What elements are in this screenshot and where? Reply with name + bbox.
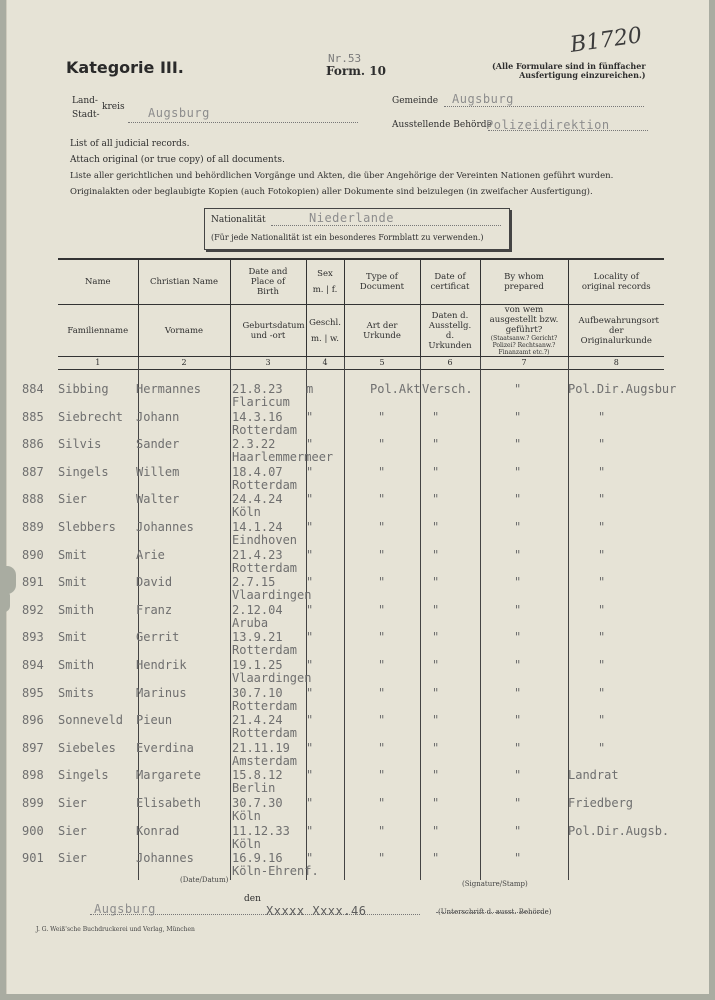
behoerde-label: Ausstellende Behörde <box>392 120 492 130</box>
col-header-birth: Date and Place of Birth <box>230 259 306 305</box>
prepared-by: " <box>514 520 522 534</box>
christian-name: Konrad <box>136 823 180 838</box>
certificate-date: " <box>432 520 440 534</box>
record-locality: Friedberg <box>568 796 634 810</box>
record-locality: " <box>598 713 606 728</box>
birth-date: 2.7.15 <box>232 575 276 590</box>
christian-name: Sander <box>136 437 180 452</box>
col-header-geburtsdatum: Geburtsdatum und -ort <box>230 305 306 357</box>
record-number: 891 <box>22 575 44 590</box>
document-type: " <box>378 740 386 755</box>
record-number: 897 <box>22 740 44 755</box>
birth-place: Vlaardingen <box>232 671 312 685</box>
birth-date: 13.9.21 <box>232 630 283 645</box>
certificate-date: " <box>432 437 440 452</box>
record-locality: " <box>598 492 606 507</box>
certificate-date: " <box>432 492 440 507</box>
prepared-by: " <box>514 602 522 617</box>
nationality-value: Niederlande <box>309 211 394 225</box>
instruction-line: Originalakten oder beglaubigte Kopien (auch Fotokopien) aller Dokumente sind beizulegen (in zweifacher Ausfertigung). <box>70 187 593 197</box>
christian-name: Marinus <box>136 685 187 700</box>
birth-place: Flaricum <box>232 395 290 409</box>
document-type: Pol.Akt <box>370 382 421 396</box>
record-number: 889 <box>22 520 44 534</box>
col-header-art: Art der Urkunde <box>344 305 420 357</box>
torn-edge <box>0 590 10 612</box>
record-locality: Pol.Dir.Augsb. <box>568 823 670 838</box>
certificate-date: " <box>432 602 440 617</box>
col-header-christian-name: Christian Name <box>138 259 230 305</box>
col-header-von-wem-small: (Staatsanw.? Gericht? Polizei? Rechtsanw.? Finanzamt etc.?) <box>490 335 558 356</box>
sex-value: " <box>306 796 314 810</box>
column-rule <box>230 358 231 880</box>
document-type: " <box>378 520 386 534</box>
christian-name: Margarete <box>136 768 202 783</box>
col-header-aufbewahrung: Aufbewahrungsort der Originalurkunde <box>568 305 664 357</box>
prepared-by: " <box>514 409 522 424</box>
signature-caption: (Signature/Stamp) <box>462 880 528 888</box>
nationality-box <box>204 208 510 250</box>
sex-value: " <box>306 437 314 452</box>
christian-name: Gerrit <box>136 630 180 645</box>
prepared-by: " <box>514 685 522 700</box>
col-header-sex-en: Sex <box>317 269 333 279</box>
prepared-by: " <box>514 547 522 562</box>
prepared-by: " <box>514 713 522 728</box>
family-name: Smith <box>58 658 95 672</box>
printer-imprint: J. G. Weiß'sche Buchdruckerei und Verlag, München <box>36 926 195 933</box>
gemeinde-value: Augsburg <box>452 92 514 106</box>
kreis-label: kreis <box>102 102 125 112</box>
family-name: Siebrecht <box>58 409 124 424</box>
birth-place: Rotterdam <box>232 560 298 575</box>
unterschrift-caption: (Unterschrift d. ausst. Behörde) <box>438 908 552 916</box>
certificate-date: " <box>432 575 440 590</box>
family-name: Sonneveld <box>58 713 124 728</box>
birth-date: 2.3.22 <box>232 437 276 452</box>
christian-name: Johannes <box>136 851 194 866</box>
certificate-date: Versch. <box>422 382 473 396</box>
birth-date: 21.11.19 <box>232 740 290 755</box>
document-type: " <box>378 464 386 479</box>
birth-date: 14.1.24 <box>232 520 283 534</box>
col-number: 4 <box>306 357 344 370</box>
birth-place: Aruba <box>232 615 269 630</box>
record-number: 894 <box>22 658 44 672</box>
sex-value: " <box>306 740 314 755</box>
document-type: " <box>378 768 386 783</box>
sex-value: " <box>306 409 314 424</box>
land-label: Land- <box>72 96 98 106</box>
family-name: Smit <box>58 630 87 645</box>
certificate-date: " <box>432 658 440 672</box>
form-label: Form. 10 <box>326 64 386 78</box>
prepared-by: " <box>514 740 522 755</box>
birth-date: 21.4.24 <box>232 713 283 728</box>
certificate-date: " <box>432 547 440 562</box>
sex-value: " <box>306 630 314 645</box>
form-number: Nr.53 <box>328 52 362 65</box>
family-name: Sier <box>58 823 87 838</box>
birth-place: Rotterdam <box>232 643 298 658</box>
family-name: Singels <box>58 768 109 783</box>
sex-value: " <box>306 768 314 783</box>
record-number: 898 <box>22 768 44 783</box>
column-rule <box>344 358 345 880</box>
document-type: " <box>378 796 386 810</box>
certificate-date: " <box>432 713 440 728</box>
sex-value: " <box>306 713 314 728</box>
copies-note <box>492 62 646 80</box>
record-number: 886 <box>22 437 44 452</box>
family-name: Smit <box>58 575 87 590</box>
document-type: " <box>378 492 386 507</box>
certificate-date: " <box>432 823 440 838</box>
sex-value: m <box>306 382 314 396</box>
handwritten-reference: B1720 <box>568 23 644 58</box>
birth-place: Köln <box>232 836 261 851</box>
certificate-date: " <box>432 796 440 810</box>
col-header-document-type: Type of Document <box>344 259 420 305</box>
certificate-date: " <box>432 851 440 866</box>
document-type: " <box>378 547 386 562</box>
certificate-date: " <box>432 685 440 700</box>
document-type: " <box>378 658 386 672</box>
sex-value: " <box>306 547 314 562</box>
col-number: 3 <box>230 357 306 370</box>
certificate-date: " <box>432 409 440 424</box>
birth-place: Vlaardingen <box>232 588 312 603</box>
birth-place: Rotterdam <box>232 477 298 492</box>
birth-date: 30.7.30 <box>232 796 283 810</box>
copies-note-line1: (Alle Formulare sind in fünffacher <box>492 61 646 71</box>
document-type: " <box>378 630 386 645</box>
certificate-date: " <box>432 768 440 783</box>
birth-place: Rotterdam <box>232 422 298 437</box>
birth-date: 14.3.16 <box>232 409 283 424</box>
stadt-label: Stadt- <box>72 110 100 120</box>
christian-name: Franz <box>136 602 173 617</box>
record-number: 900 <box>22 823 44 838</box>
record-locality: " <box>598 520 606 534</box>
prepared-by: " <box>514 768 522 783</box>
col-header-geschlecht-de: Geschl. <box>309 317 341 328</box>
family-name: Sier <box>58 796 87 810</box>
column-rule <box>420 358 421 880</box>
family-name: Sier <box>58 492 87 507</box>
col-header-geschlecht-sub: m. | w. <box>311 333 339 344</box>
den-label: den <box>244 894 261 904</box>
sex-value: " <box>306 575 314 590</box>
sex-value: " <box>306 492 314 507</box>
record-number: 895 <box>22 685 44 700</box>
col-header-von-wem-main: von wem ausgestellt bzw. geführt? <box>489 305 559 335</box>
document-type: " <box>378 685 386 700</box>
col-number: 1 <box>58 357 138 370</box>
nationality-label: Nationalität <box>211 215 266 225</box>
family-name: Sier <box>58 851 87 866</box>
record-number: 899 <box>22 796 44 810</box>
family-name: Singels <box>58 464 109 479</box>
col-header-geschlecht <box>306 305 344 357</box>
christian-name: Pieun <box>136 713 173 728</box>
document-type: " <box>378 851 386 866</box>
records-header-table <box>58 258 664 370</box>
birth-date: 30.7.10 <box>232 685 283 700</box>
col-header-certificate-date: Date of certificat <box>420 259 480 305</box>
birth-place: Rotterdam <box>232 698 298 713</box>
record-locality: " <box>598 409 606 424</box>
christian-name: Everdina <box>136 740 194 755</box>
col-header-prepared-by: By whom prepared <box>480 259 568 305</box>
prepared-by: " <box>514 575 522 590</box>
col-number: 7 <box>480 357 568 370</box>
col-number: 8 <box>568 357 664 370</box>
sex-value: " <box>306 823 314 838</box>
record-locality: " <box>598 437 606 452</box>
document-type: " <box>378 713 386 728</box>
column-rule <box>480 358 481 880</box>
record-number: 887 <box>22 464 44 479</box>
record-locality: " <box>598 547 606 562</box>
family-name: Smith <box>58 602 95 617</box>
birth-date: 21.8.23 <box>232 382 283 396</box>
kreis-value: Augsburg <box>148 106 210 120</box>
birth-place: Eindhoven <box>232 533 298 547</box>
prepared-by: " <box>514 851 522 866</box>
certificate-date: " <box>432 630 440 645</box>
date-caption: (Date/Datum) <box>180 876 229 884</box>
certificate-date: " <box>432 740 440 755</box>
birth-place: Berlin <box>232 781 276 796</box>
birth-place: Haarlemmermeer <box>232 450 334 465</box>
instruction-line: Liste aller gerichtlichen und behördlichen Vorgänge und Akten, die über Angehörige der Vereinten Nationen geführt wurden. <box>70 171 614 181</box>
record-number: 890 <box>22 547 44 562</box>
record-number: 888 <box>22 492 44 507</box>
place-value: Augsburg <box>94 902 156 916</box>
record-locality: " <box>598 575 606 590</box>
christian-name: Hendrik <box>136 658 187 672</box>
sex-value: " <box>306 520 314 534</box>
christian-name: David <box>136 575 173 590</box>
birth-place: Amsterdam <box>232 753 298 768</box>
record-number: 901 <box>22 851 44 866</box>
birth-place: Köln-Ehrenf. <box>232 864 319 879</box>
date-value: Xxxxx Xxxx.46 <box>266 904 367 918</box>
christian-name: Arie <box>136 547 165 562</box>
prepared-by: " <box>514 382 522 396</box>
gemeinde-label: Gemeinde <box>392 96 439 106</box>
col-header-sex <box>306 259 344 305</box>
document-type: " <box>378 409 386 424</box>
col-header-von-wem <box>480 305 568 357</box>
record-locality: " <box>598 464 606 479</box>
prepared-by: " <box>514 796 522 810</box>
sex-value: " <box>306 658 314 672</box>
sex-value: " <box>306 851 314 866</box>
col-number: 5 <box>344 357 420 370</box>
record-locality: " <box>598 658 606 672</box>
copies-note-line2: Ausfertigung einzureichen.) <box>519 70 646 80</box>
behoerde-value: Polizeidirektion <box>486 118 610 132</box>
family-name: Sibbing <box>58 382 109 396</box>
birth-date: 11.12.33 <box>232 823 290 838</box>
nationality-note: (Für jede Nationalität ist ein besonderes Formblatt zu verwenden.) <box>211 233 484 242</box>
record-number: 885 <box>22 409 44 424</box>
prepared-by: " <box>514 437 522 452</box>
certificate-date: " <box>432 464 440 479</box>
sex-value: " <box>306 464 314 479</box>
record-locality: " <box>598 740 606 755</box>
christian-name: Walter <box>136 492 180 507</box>
record-number: 893 <box>22 630 44 645</box>
col-number: 6 <box>420 357 480 370</box>
prepared-by: " <box>514 630 522 645</box>
record-number: 884 <box>22 382 44 396</box>
col-number: 2 <box>138 357 230 370</box>
instruction-line: List of all judicial records. <box>70 139 190 149</box>
birth-date: 21.4.23 <box>232 547 283 562</box>
col-header-familienname: Familienname <box>58 305 138 357</box>
family-name: Silvis <box>58 437 102 452</box>
birth-date: 15.8.12 <box>232 768 283 783</box>
col-header-locality: Locality of original records <box>568 259 664 305</box>
prepared-by: " <box>514 823 522 838</box>
prepared-by: " <box>514 492 522 507</box>
birth-place: Köln <box>232 505 261 520</box>
col-header-vorname: Vorname <box>138 305 230 357</box>
record-locality: Landrat <box>568 768 619 783</box>
christian-name: Willem <box>136 464 180 479</box>
birth-date: 16.9.16 <box>232 851 283 866</box>
document-type: " <box>378 575 386 590</box>
family-name: Smits <box>58 685 95 700</box>
sex-value: " <box>306 685 314 700</box>
christian-name: Elisabeth <box>136 796 202 810</box>
record-number: 896 <box>22 713 44 728</box>
birth-date: 18.4.07 <box>232 464 283 479</box>
family-name: Smit <box>58 547 87 562</box>
document-type: " <box>378 602 386 617</box>
document-type: " <box>378 823 386 838</box>
birth-place: Köln <box>232 809 261 823</box>
family-name: Slebbers <box>58 520 116 534</box>
family-name: Siebeles <box>58 740 116 755</box>
prepared-by: " <box>514 464 522 479</box>
record-number: 892 <box>22 602 44 617</box>
birth-date: 24.4.24 <box>232 492 283 507</box>
col-header-name: Name <box>58 259 138 305</box>
birth-place: Rotterdam <box>232 726 298 741</box>
prepared-by: " <box>514 658 522 672</box>
birth-date: 19.1.25 <box>232 658 283 672</box>
document-type: " <box>378 437 386 452</box>
col-header-sex-sub: m. | f. <box>312 285 338 295</box>
record-locality: " <box>598 685 606 700</box>
instruction-line: Attach original (or true copy) of all documents. <box>70 155 285 165</box>
christian-name: Johann <box>136 409 180 424</box>
record-locality: " <box>598 630 606 645</box>
record-locality: Pol.Dir.Augsbur <box>568 382 677 396</box>
category-heading: Kategorie III. <box>66 58 184 77</box>
christian-name: Johannes <box>136 520 194 534</box>
christian-name: Hermannes <box>136 382 202 396</box>
record-locality: " <box>598 602 606 617</box>
birth-date: 2.12.04 <box>232 602 283 617</box>
sex-value: " <box>306 602 314 617</box>
col-header-daten: Daten d. Ausstellg. d. Urkunden <box>420 305 480 357</box>
